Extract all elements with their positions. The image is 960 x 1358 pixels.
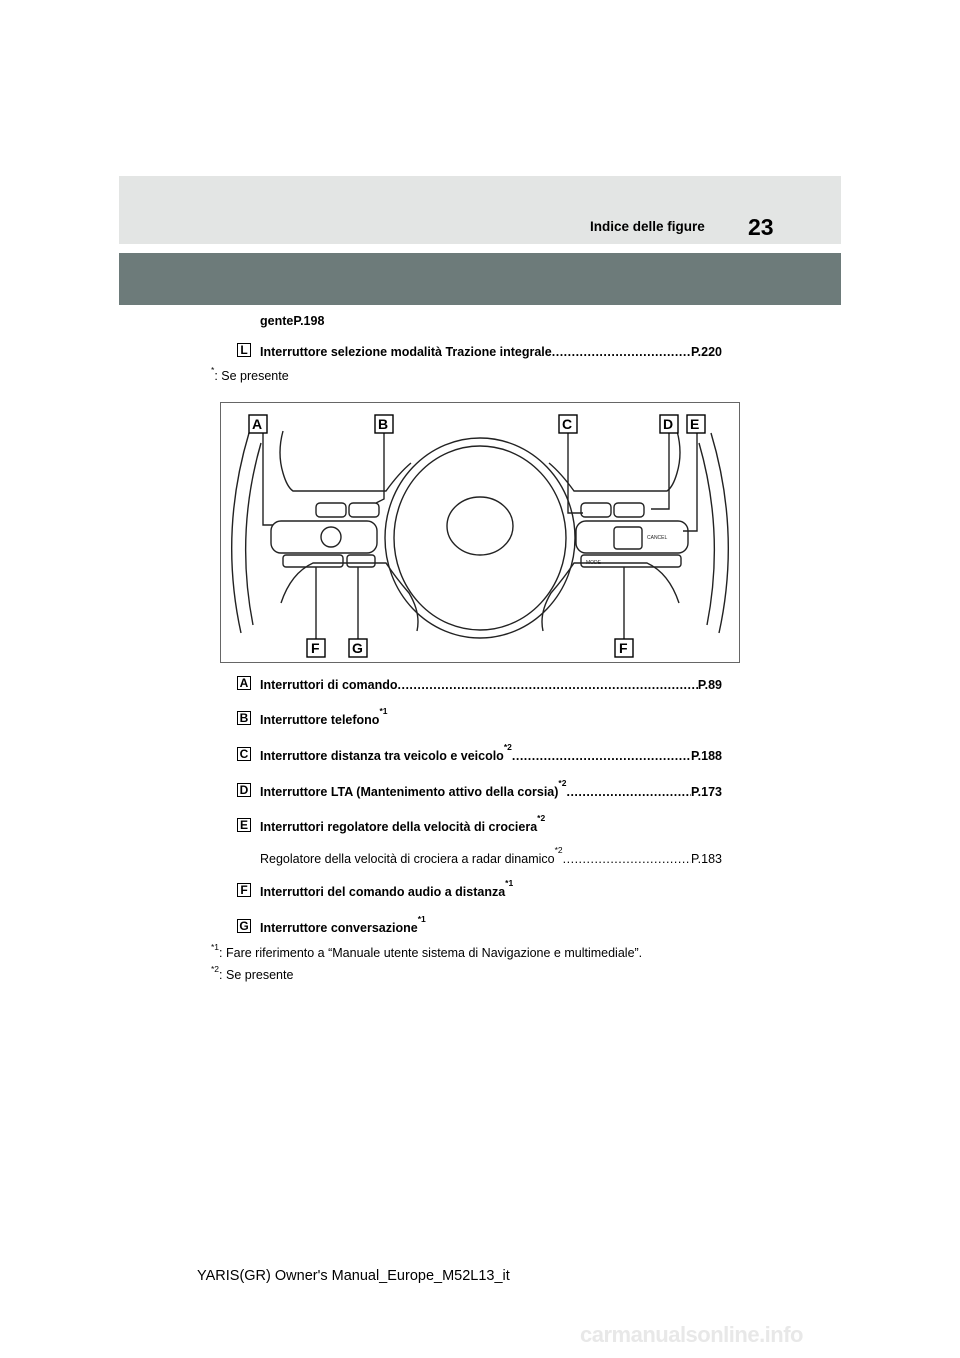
page-ref[interactable]: P.173 <box>690 785 722 799</box>
footnote-2 <box>211 963 294 982</box>
item-text: Interruttore selezione modalità Trazione integrale <box>260 345 552 359</box>
label-box-a: A <box>237 676 251 690</box>
callout-e: E <box>690 416 700 432</box>
footnote-marker: * <box>211 364 215 375</box>
spoke-left-bottom <box>281 563 418 631</box>
footer-text: YARIS(GR) Owner's Manual_Europe_M52L13_it <box>197 1268 510 1284</box>
leader-dots <box>398 678 698 692</box>
header-bar <box>119 253 841 305</box>
leader-dots <box>552 345 691 359</box>
footnote-text: : Fare riferimento a “Manuale utente sistema di Navigazione e multimediale”. <box>219 946 643 960</box>
label-box-b: B <box>237 711 251 725</box>
item-d <box>260 778 722 799</box>
item-sup: *1 <box>417 914 426 924</box>
watermark: carmanualsonline.info <box>580 1322 803 1347</box>
callout-line-c <box>568 431 583 513</box>
distance-switch <box>581 503 611 517</box>
item-text: Interruttore distanza tra veicolo e veicolo <box>260 749 504 763</box>
item-f <box>260 878 722 899</box>
item-c <box>260 742 722 763</box>
section-title: Indice delle figure <box>590 219 705 234</box>
callout-line-b <box>376 431 384 503</box>
item-text: Interruttori di comando <box>260 678 398 692</box>
emblem <box>447 497 513 555</box>
footnote-top <box>211 364 289 383</box>
item-text: Interruttore LTA (Mantenimento attivo della corsia) <box>260 785 559 799</box>
label-box-e: E <box>237 818 251 832</box>
callout-f-left: F <box>311 640 320 656</box>
back-switch <box>316 503 346 517</box>
page-ref[interactable]: P.188 <box>690 749 722 763</box>
phone-switch <box>349 503 379 517</box>
item-text: Interruttori regolatore della velocità di crociera <box>260 820 538 834</box>
leader-dots <box>563 852 691 866</box>
item-e-sub <box>260 845 722 866</box>
item-l <box>260 345 722 359</box>
callout-line-d <box>651 431 669 509</box>
audio-switch-left <box>283 555 343 567</box>
callout-line-e <box>683 431 697 531</box>
hub-inner <box>394 446 566 630</box>
spoke-left-top <box>280 431 411 491</box>
label-box-l: L <box>237 343 251 357</box>
cancel-label: CANCEL <box>647 535 668 541</box>
footnote-text: : Se presente <box>219 968 294 982</box>
callout-a: A <box>252 416 263 432</box>
cruise-switch <box>614 527 642 549</box>
callout-c: C <box>562 416 573 432</box>
right-switch-panel <box>576 521 688 553</box>
callout-b: B <box>378 416 389 432</box>
steering-wheel-figure <box>220 402 740 663</box>
hub-outer <box>385 438 575 638</box>
continued-text: genteP.198 <box>260 314 325 328</box>
item-sup: *1 <box>379 706 388 716</box>
spoke-right-bottom <box>542 563 679 631</box>
item-a <box>260 678 722 692</box>
item-sup: *2 <box>503 742 512 752</box>
item-e <box>260 813 722 834</box>
page-ref[interactable]: P.183 <box>690 852 722 866</box>
page-number: 23 <box>748 214 774 240</box>
item-sup: *2 <box>554 845 563 855</box>
label-box-f: F <box>237 883 251 897</box>
lta-switch <box>614 503 644 517</box>
page-ref[interactable]: P.89 <box>697 678 722 692</box>
label-box-d: D <box>237 783 251 797</box>
leader-dots <box>566 785 690 799</box>
header-band <box>119 176 841 244</box>
item-sup: *2 <box>537 813 546 823</box>
callout-g: G <box>352 640 363 656</box>
item-sup: *2 <box>558 778 567 788</box>
callout-f-right: F <box>619 640 628 656</box>
footnote-marker: *1 <box>211 941 220 952</box>
footnote-marker: *2 <box>211 963 220 974</box>
item-sup: *1 <box>505 878 514 888</box>
page-ref[interactable]: P.220 <box>690 345 722 359</box>
talk-switch <box>347 555 375 567</box>
callout-d: D <box>663 416 674 432</box>
footnote-1 <box>211 941 643 960</box>
item-b <box>260 706 722 727</box>
item-text: Interruttore conversazione <box>260 921 418 935</box>
rim-left-inner <box>246 443 261 625</box>
left-switch-panel <box>271 521 377 553</box>
label-box-c: C <box>237 747 251 761</box>
item-text: Regolatore della velocità di crociera a radar dinamico <box>260 852 555 866</box>
item-text: Interruttore telefono <box>260 713 380 727</box>
item-g <box>260 914 722 935</box>
footnote-text: : Se presente <box>214 369 289 383</box>
dial-switch <box>321 527 341 547</box>
rim-right-inner <box>699 443 714 625</box>
steering-wheel-illustration <box>221 403 739 662</box>
item-text: Interruttori del comando audio a distanza <box>260 885 506 899</box>
label-box-g: G <box>237 919 251 933</box>
leader-dots <box>512 749 691 763</box>
mode-label: MODE <box>586 560 601 566</box>
callout-line-a <box>263 431 273 525</box>
